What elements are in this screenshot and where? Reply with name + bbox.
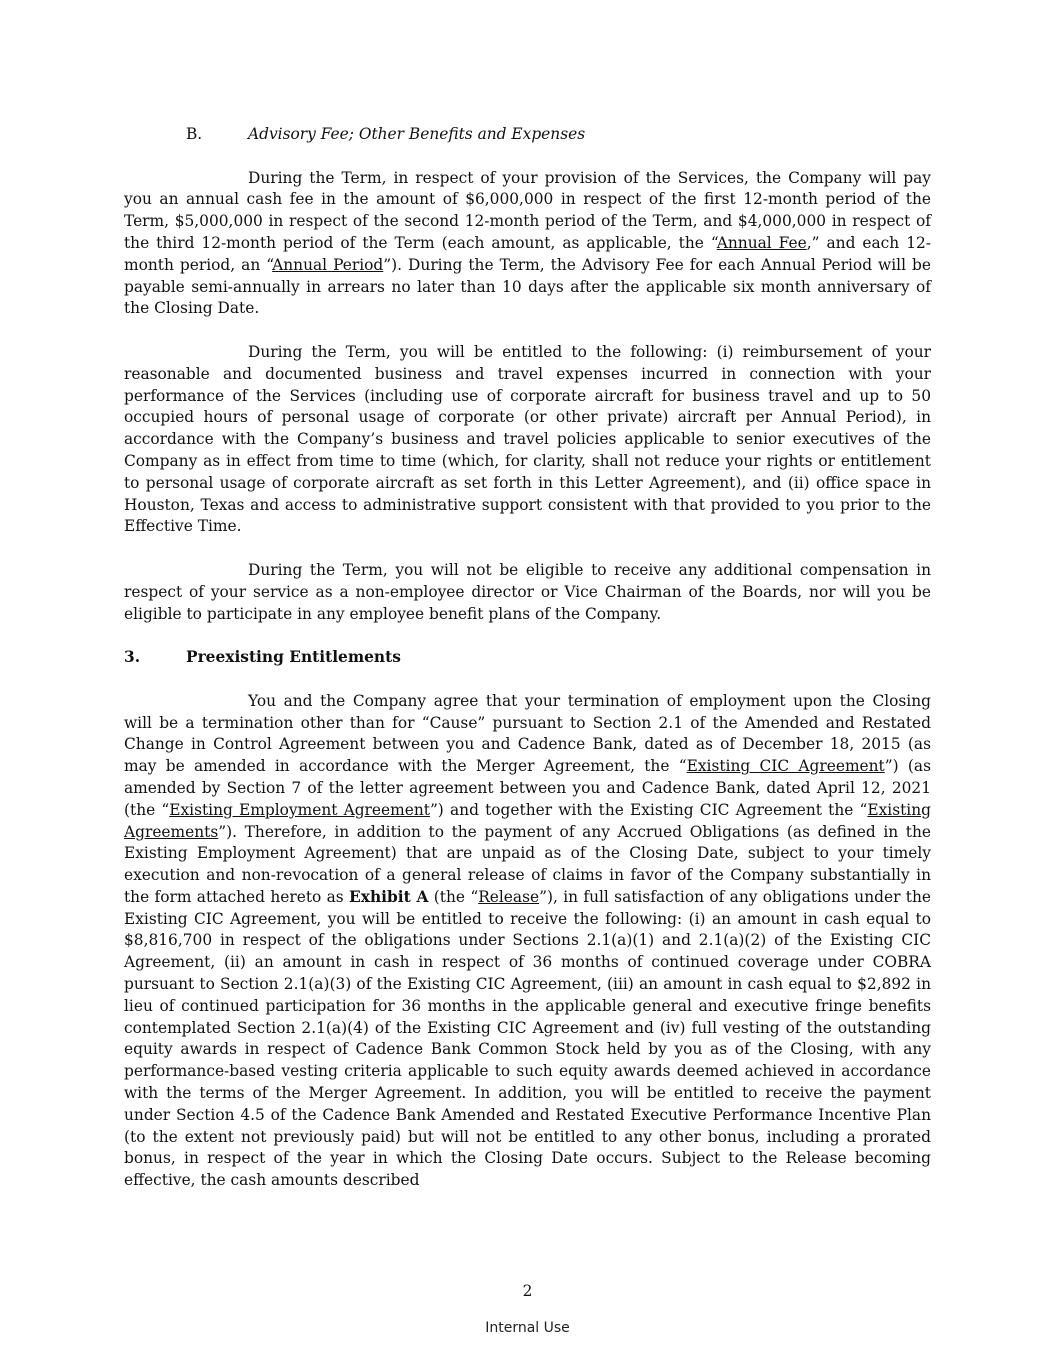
section-b-heading (124, 124, 931, 146)
defined-term-existing-employment-agreement: Existing Employment Agreement (169, 800, 430, 819)
footer-classification: Internal Use (485, 1320, 570, 1336)
defined-term-annual-fee: Annual Fee (716, 233, 807, 252)
paragraph-annual-fee: During the Term, in respect of your provision of the Services, the Company will pay you an annual cash fee in the amount of $6,000,000 in respect of the first 12-month period of the Term, $5,000,000 in respect of the second 12-month period of the Term, and $4,000,000 in respect of the third 12-month period of the Term (each amount, as applicable, the “Annual Fee,” and each 12-month period, an “Annual Period”). During the Term, the Advisory Fee for each Annual Period will be payable semi-annually in arrears no later than 10 days after the applicable six month anniversary of the Closing Date. (124, 168, 931, 318)
exhibit-a-reference: Exhibit A (349, 887, 429, 906)
section-b-letter: B. (186, 125, 203, 143)
paragraph-preexisting-entitlements: You and the Company agree that your termination of employment upon the Closing will be a termination other than for “Cause” pursuant to Section 2.1 of the Amended and Restated Change in Control Agreement between you and Cadence Bank, dated as of December 18, 2015 (as may be amended in accordance with the Merger Agreement, the “Existing CIC Agreement”) (as amended by Section 7 of the letter agreement between you and Cadence Bank, dated April 12, 2021 (the “Existing Employment Agreement”) and together with the Existing CIC Agreement the “Existing Agreements”). Therefore, in addition to the payment of any Accrued Obligations (as defined in the Existing Employment Agreement) that are unpaid as of the Closing Date, subject to your timely execution and non-revocation of a general release of claims in favor of the Company substantially in the form attached hereto as Exhibit A (the “Release”), in full satisfaction of any obligations under the Existing CIC Agreement, you will be entitled to receive the following: (i) an amount in cash equal to $8,816,700 in respect of the obligations under Sections 2.1(a)(1) and 2.1(a)(2) of the Existing CIC Agreement, (ii) an amount in cash in respect of 36 months of continued coverage under COBRA pursuant to Section 2.1(a)(3) of the Existing CIC Agreement, (iii) an amount in cash equal to $2,892 in lieu of continued participation for 36 months in the applicable general and executive fringe benefits contemplated Section 2.1(a)(4) of the Existing CIC Agreement and (iv) full vesting of the outstanding equity awards in respect of Cadence Bank Common Stock held by you as of the Closing, with any performance-based vesting criteria applicable to such equity awards deemed achieved in accordance with the terms of the Merger Agreement. In addition, you will be entitled to receive the payment under Section 4.5 of the Cadence Bank Amended and Restated Executive Performance Incentive Plan (to the extent not previously paid) but will not be entitled to any other bonus, including a prorated bonus, in respect of the year in which the Closing Date occurs. Subject to the Release becoming effective, the cash amounts described (124, 691, 931, 1190)
defined-term-existing-agreements: Existing Agreements (124, 800, 931, 841)
defined-term-release: Release (478, 887, 540, 906)
section-3-heading (124, 647, 931, 669)
page-number: 2 (522, 1282, 533, 1300)
document-body (124, 124, 931, 1214)
defined-term-existing-cic-agreement: Existing CIC Agreement (686, 757, 885, 776)
section-b-title: Advisory Fee; Other Benefits and Expenses (248, 125, 586, 143)
section-3-title: Preexisting Entitlements (186, 648, 401, 667)
defined-term-annual-period: Annual Period (272, 255, 384, 274)
section-3-number: 3. (124, 648, 141, 667)
paragraph-expenses: During the Term, you will be entitled to the following: (i) reimbursement of your reasonable and documented business and travel expenses incurred in connection with your performance of the Services (including use of corporate aircraft for business travel and up to 50 occupied hours of personal usage of corporate (or other private) aircraft per Annual Period), in accordance with the Company’s business and travel policies applicable to senior executives of the Company as in effect from time to time (which, for clarity, shall not reduce your rights or entitlement to personal usage of corporate aircraft as set forth in this Letter Agreement), and (ii) office space in Houston, Texas and access to administrative support consistent with that provided to you prior to the Effective Time. (124, 342, 931, 536)
paragraph-compensation: During the Term, you will not be eligible to receive any additional compensation in respect of your service as a non-employee director or Vice Chairman of the Boards, nor will you be eligible to participate in any employee benefit plans of the Company. (124, 560, 931, 623)
